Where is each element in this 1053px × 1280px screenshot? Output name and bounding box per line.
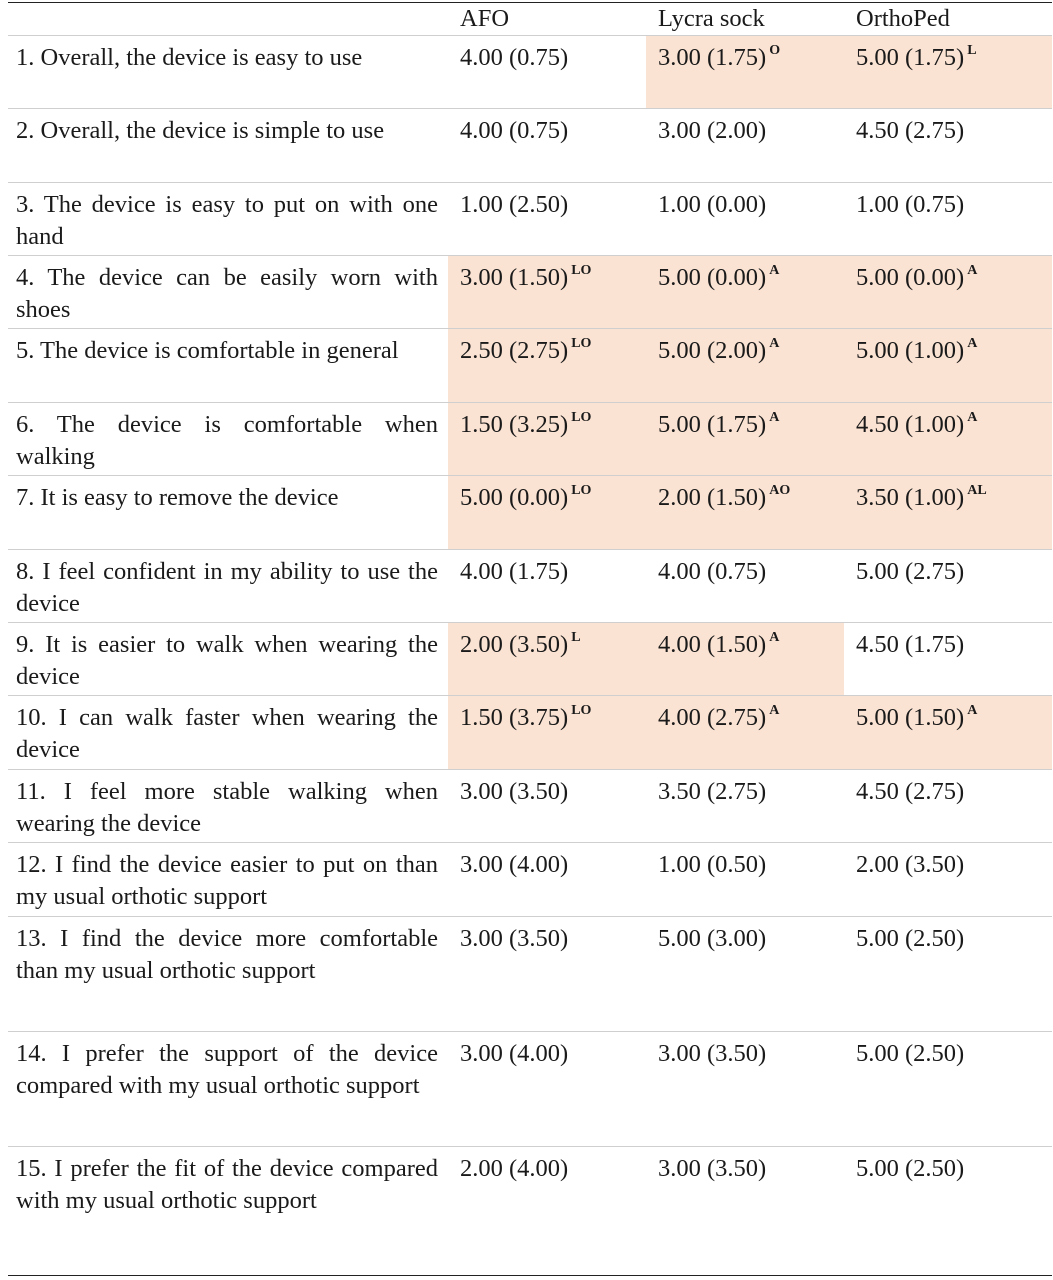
significance-marker: LO [571, 483, 592, 498]
score-cell-orthoped [844, 623, 1052, 696]
score-cell-afo [448, 623, 646, 696]
score-cell-lycra-sock [646, 550, 844, 623]
question-cell: 5. The device is comfortable in general [8, 329, 448, 403]
score-cell-afo [448, 696, 646, 770]
median-iqr-value: 3.00 (3.50) [460, 925, 569, 952]
question-cell: 1. Overall, the device is easy to use [8, 36, 448, 109]
question-cell: 13. I find the device more comfortable than my usual orthotic support [8, 917, 448, 1032]
question-cell: 12. I find the device easier to put on than my usual orthotic support [8, 843, 448, 917]
score-cell-lycra-sock [646, 256, 844, 329]
score-cell-orthoped [844, 550, 1052, 623]
score-cell-lycra-sock [646, 770, 844, 843]
significance-marker: AO [769, 483, 791, 498]
median-iqr-value: 1.50 (3.75) [460, 704, 569, 731]
median-iqr-value: 1.00 (0.50) [658, 851, 767, 878]
score-cell-lycra-sock [646, 623, 844, 696]
median-iqr-value: 3.00 (1.75) [658, 44, 767, 71]
median-iqr-value: 5.00 (0.00) [856, 264, 965, 291]
table-row [8, 109, 1052, 183]
median-iqr-value: 5.00 (2.75) [856, 558, 965, 585]
score-cell-orthoped [844, 403, 1052, 476]
significance-marker: A [769, 336, 780, 351]
table-row [8, 256, 1052, 329]
table-row [8, 476, 1052, 550]
table-row [8, 917, 1052, 1032]
question-cell: 11. I feel more stable walking when wearing the device [8, 770, 448, 843]
score-cell-lycra-sock [646, 183, 844, 256]
median-iqr-value: 3.00 (2.00) [658, 117, 767, 144]
median-iqr-value: 4.00 (1.50) [658, 631, 767, 658]
score-cell-afo [448, 550, 646, 623]
median-iqr-value: 5.00 (0.00) [460, 484, 569, 511]
median-iqr-value: 5.00 (1.00) [856, 337, 965, 364]
table-row [8, 36, 1052, 109]
question-cell: 2. Overall, the device is simple to use [8, 109, 448, 183]
table-row [8, 1147, 1052, 1265]
median-iqr-value: 2.50 (2.75) [460, 337, 569, 364]
score-cell-afo [448, 1032, 646, 1147]
significance-marker: AL [967, 483, 987, 498]
score-cell-orthoped [844, 1032, 1052, 1147]
table-row [8, 623, 1052, 696]
median-iqr-value: 4.50 (1.75) [856, 631, 965, 658]
table-row [8, 770, 1052, 843]
score-cell-orthoped [844, 109, 1052, 183]
median-iqr-value: 5.00 (1.50) [856, 704, 965, 731]
median-iqr-value: 3.50 (2.75) [658, 778, 767, 805]
median-iqr-value: 1.00 (2.50) [460, 191, 569, 218]
median-iqr-value: 5.00 (3.00) [658, 925, 767, 952]
table-row [8, 843, 1052, 917]
median-iqr-value: 3.00 (3.50) [460, 778, 569, 805]
score-cell-afo [448, 1147, 646, 1265]
table-row [8, 183, 1052, 256]
column-header-afo: AFO [448, 3, 646, 36]
header-row [8, 3, 1052, 36]
median-iqr-value: 5.00 (2.50) [856, 925, 965, 952]
significance-marker: A [967, 263, 978, 278]
median-iqr-value: 3.00 (4.00) [460, 851, 569, 878]
score-cell-lycra-sock [646, 696, 844, 770]
median-iqr-value: 5.00 (2.00) [658, 337, 767, 364]
score-cell-lycra-sock [646, 109, 844, 183]
significance-marker: A [967, 336, 978, 351]
score-cell-afo [448, 329, 646, 403]
column-header-orthoped: OrthoPed [844, 3, 1052, 36]
median-iqr-value: 2.00 (1.50) [658, 484, 767, 511]
score-cell-afo [448, 917, 646, 1032]
median-iqr-value: 4.50 (2.75) [856, 778, 965, 805]
median-iqr-value: 3.50 (1.00) [856, 484, 965, 511]
significance-marker: LO [571, 263, 592, 278]
median-iqr-value: 5.00 (1.75) [658, 411, 767, 438]
table-row [8, 550, 1052, 623]
significance-marker: A [769, 263, 780, 278]
score-cell-orthoped [844, 696, 1052, 770]
significance-marker: L [967, 43, 977, 58]
score-cell-lycra-sock [646, 1032, 844, 1147]
score-cell-afo [448, 256, 646, 329]
significance-marker: A [967, 703, 978, 718]
question-cell: 6. The device is comfortable when walking [8, 403, 448, 476]
score-cell-orthoped [844, 36, 1052, 109]
question-cell: 10. I can walk faster when wearing the device [8, 696, 448, 770]
score-cell-lycra-sock [646, 329, 844, 403]
score-cell-orthoped [844, 476, 1052, 550]
column-header-question [8, 3, 448, 36]
median-iqr-value: 1.00 (0.75) [856, 191, 965, 218]
score-cell-afo [448, 843, 646, 917]
column-header-lycra-sock: Lycra sock [646, 3, 844, 36]
median-iqr-value: 4.00 (1.75) [460, 558, 569, 585]
median-iqr-value: 5.00 (0.00) [658, 264, 767, 291]
median-iqr-value: 2.00 (3.50) [856, 851, 965, 878]
median-iqr-value: 2.00 (3.50) [460, 631, 569, 658]
question-cell: 8. I feel confident in my ability to use the device [8, 550, 448, 623]
significance-marker: L [571, 630, 581, 645]
median-iqr-value: 1.00 (0.00) [658, 191, 767, 218]
score-cell-lycra-sock [646, 917, 844, 1032]
score-cell-lycra-sock [646, 476, 844, 550]
median-iqr-value: 2.00 (4.00) [460, 1155, 569, 1182]
median-iqr-value: 3.00 (1.50) [460, 264, 569, 291]
score-cell-lycra-sock [646, 843, 844, 917]
significance-marker: A [769, 703, 780, 718]
score-cell-orthoped [844, 770, 1052, 843]
question-cell: 15. I prefer the fit of the device compared with my usual orthotic support [16, 1155, 438, 1214]
question-cell: 7. It is easy to remove the device [8, 476, 448, 550]
median-iqr-value: 4.00 (2.75) [658, 704, 767, 731]
median-iqr-value: 4.00 (0.75) [658, 558, 767, 585]
significance-marker: LO [571, 410, 592, 425]
score-cell-lycra-sock [646, 403, 844, 476]
score-cell-afo [448, 403, 646, 476]
score-cell-orthoped [844, 329, 1052, 403]
score-cell-orthoped [844, 917, 1052, 1032]
significance-marker: A [967, 410, 978, 425]
score-cell-afo [448, 36, 646, 109]
question-cell: 9. It is easier to walk when wearing the device [8, 623, 448, 696]
table-bottom-rule [8, 1275, 1052, 1276]
question-cell: 14. I prefer the support of the device compared with my usual orthotic support [8, 1032, 448, 1147]
score-cell-afo [448, 770, 646, 843]
score-cell-orthoped [844, 843, 1052, 917]
score-cell-lycra-sock [646, 1147, 844, 1265]
significance-marker: O [769, 43, 781, 58]
table-row [8, 403, 1052, 476]
score-cell-afo [448, 183, 646, 256]
device-usability-table [8, 3, 1052, 1265]
median-iqr-value: 5.00 (2.50) [856, 1155, 965, 1182]
table-row [8, 696, 1052, 770]
score-cell-afo [448, 109, 646, 183]
score-cell-orthoped [844, 183, 1052, 256]
significance-marker: A [769, 630, 780, 645]
median-iqr-value: 3.00 (3.50) [658, 1040, 767, 1067]
median-iqr-value: 1.50 (3.25) [460, 411, 569, 438]
median-iqr-value: 4.50 (1.00) [856, 411, 965, 438]
score-cell-orthoped [844, 256, 1052, 329]
score-cell-orthoped [844, 1147, 1052, 1265]
median-iqr-value: 4.00 (0.75) [460, 44, 569, 71]
significance-marker: LO [571, 703, 592, 718]
score-cell-lycra-sock [646, 36, 844, 109]
table-row [8, 1032, 1052, 1147]
question-cell: 3. The device is easy to put on with one hand [8, 183, 448, 256]
significance-marker: A [769, 410, 780, 425]
median-iqr-value: 4.50 (2.75) [856, 117, 965, 144]
median-iqr-value: 3.00 (3.50) [658, 1155, 767, 1182]
median-iqr-value: 5.00 (1.75) [856, 44, 965, 71]
table-row [8, 329, 1052, 403]
median-iqr-value: 3.00 (4.00) [460, 1040, 569, 1067]
question-cell: 4. The device can be easily worn with shoes [8, 256, 448, 329]
significance-marker: LO [571, 336, 592, 351]
median-iqr-value: 4.00 (0.75) [460, 117, 569, 144]
median-iqr-value: 5.00 (2.50) [856, 1040, 965, 1067]
score-cell-afo [448, 476, 646, 550]
